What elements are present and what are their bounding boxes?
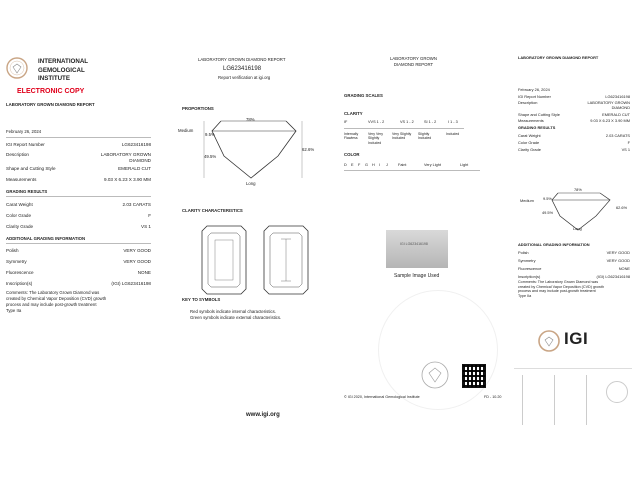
key-internal-line: Red symbols indicate internal characteristics. [190,309,276,314]
pavilion-percent: 49.5% [204,154,217,159]
grading-carat: Carat Weight 2.03 CARATS [6,202,151,207]
copyright-text: © IGI 2020, International Gemological Institute [344,395,420,399]
p4-field-shape: Shape and Cutting Style EMERALD CUT [518,112,630,117]
field-description: Description LABORATORY GROWN DIAMOND [6,152,151,163]
p4-additional-symmetry: Symmetry VERY GOOD [518,258,630,263]
field-report-number: IGI Report Number LG623416198 [6,142,151,147]
rotated-summary-block [514,368,632,430]
p4-girdle-label: Medium [520,198,534,203]
verification-text: Report verification at igi.org [218,75,271,80]
proportions-panel [168,0,338,480]
watermark-seal [378,290,498,410]
additional-polish: Polish VERY GOOD [6,248,151,253]
field-shape: Shape and Cutting Style EMERALD CUT [6,166,151,171]
additional-symmetry: Symmetry VERY GOOD [6,259,151,264]
key-to-symbols-heading: KEY TO SYMBOLS [182,297,221,302]
p4-additional-heading: ADDITIONAL GRADING INFORMATION [518,242,590,247]
sample-image-caption: Sample Image Used [394,273,440,279]
color-scale-label: COLOR [344,152,360,157]
form-code: FD - 10.20 [484,395,502,399]
electronic-copy-label: ELECTRONIC COPY [17,88,85,95]
proportions-heading: PROPORTIONS [182,106,214,111]
p4-additional-fluorescence: Fluorescence NONE [518,266,630,271]
comments-text: Comments: The Laboratory Grown Diamond was created by Chemical Vapor Deposition (CVD) growth process and may include post-growth treatment Type IIa [6,290,107,313]
additional-heading: ADDITIONAL GRADING INFORMATION [6,236,86,241]
igi-logo-seal [538,330,560,352]
p4-field-description: Description LABORATORY GROWN DIAMOND [518,100,630,110]
key-external-line: Green symbols indicate external characteristics. [190,315,282,320]
p4-additional-polish: Polish VERY GOOD [518,250,630,255]
grading-color: Color Grade F [6,213,151,218]
wallet-card-panel [508,0,640,480]
p4-table-percent: 78% [574,187,582,192]
institute-name: INTERNATIONAL GEMOLOGICAL INSTITUTE [38,58,89,82]
igi-brand-text: IGI [564,329,589,348]
panel4-heading: LABORATORY GROWN DIAMOND REPORT [518,55,599,60]
additional-fluorescence: Fluorescence NONE [6,270,151,275]
crown-percent: 9.5% [205,132,215,137]
p4-grading-color: Color Grade F [518,140,630,145]
p4-crown-percent: 9.5% [543,196,552,201]
grading-clarity: Clarity Grade VS 1 [6,224,151,229]
p4-grading-clarity: Clarity Grade VS 1 [518,147,630,152]
report-summary-panel [0,0,168,480]
p4-additional-inscription: Inscription(s) (IGI) LG623416198 [518,274,630,279]
clarity-scale-label: CLARITY [344,111,363,116]
panel3-title: LABORATORY GROWN DIAMOND REPORT [390,56,437,67]
p4-comments-text: Comments: The Laboratory Grown Diamond was created by Chemical Vapor Deposition (CVD) growth process and may include post-growth treatment Type IIa [518,280,605,298]
clarity-characteristics-heading: CLARITY CHARACTERISTICS [182,208,243,213]
clarity-plot-pavilion [263,225,309,295]
report-heading: LABORATORY GROWN DIAMOND REPORT [6,102,95,107]
p4-field-measurements: Measurements 9.03 X 6.23 X 3.90 MM [518,118,630,123]
panel2-report-number: LG623416198 [223,66,262,72]
additional-inscription: Inscription(s) (IGI) LG623416198 [6,281,151,286]
culet-label: Long [246,181,256,186]
grading-scales-heading: GRADING SCALES [344,93,383,98]
p4-grading-carat: Carat Weight 2.03 CARATS [518,133,630,138]
sample-inscription-image: IGI LG623416198 [386,230,448,268]
qr-code[interactable] [462,364,486,388]
p4-depth-percent: 62.6% [616,205,628,210]
igi-seal-logo [6,57,28,79]
report-date: February 26, 2024 [6,129,42,134]
field-measurements: Measurements 9.03 X 6.23 X 3.90 MM [6,177,151,182]
girdle-label: Medium [178,128,194,133]
grading-results-heading: GRADING RESULTS [6,189,48,194]
clarity-plot-crown [201,225,247,295]
p4-field-report-number: IGI Report Number LG623416198 [518,94,630,99]
p4-grading-heading: GRADING RESULTS [518,125,556,130]
igi-seal-emblem [420,360,450,390]
grading-scales-panel: LABORATORY GROWN DIAMOND REPORT GRADING SCALES CLARITY IF VVS 1 - 2 VS 1 - 2 SI 1 - 2 I 1 - 3 Internally Flawless Very Very Slightly Included Very Slightly Included Slightly Included Included COLOR D E F G H I J Faint Very Light Light IGI LG623416198 Sample Image Used © IGI 2020, International Gemological Institute FD - 10.20 [338,0,508,480]
depth-percent: 62.6% [302,147,315,152]
p4-culet-label: Long [573,226,582,231]
panel2-title: LABORATORY GROWN DIAMOND REPORT [198,57,286,62]
proportion-diagram [176,116,316,186]
p4-pavilion-percent: 49.5% [542,210,554,215]
table-percent: 78% [246,117,255,122]
website-link[interactable]: www.igi.org [246,412,280,418]
panel4-date: February 26, 2024 [518,87,550,92]
